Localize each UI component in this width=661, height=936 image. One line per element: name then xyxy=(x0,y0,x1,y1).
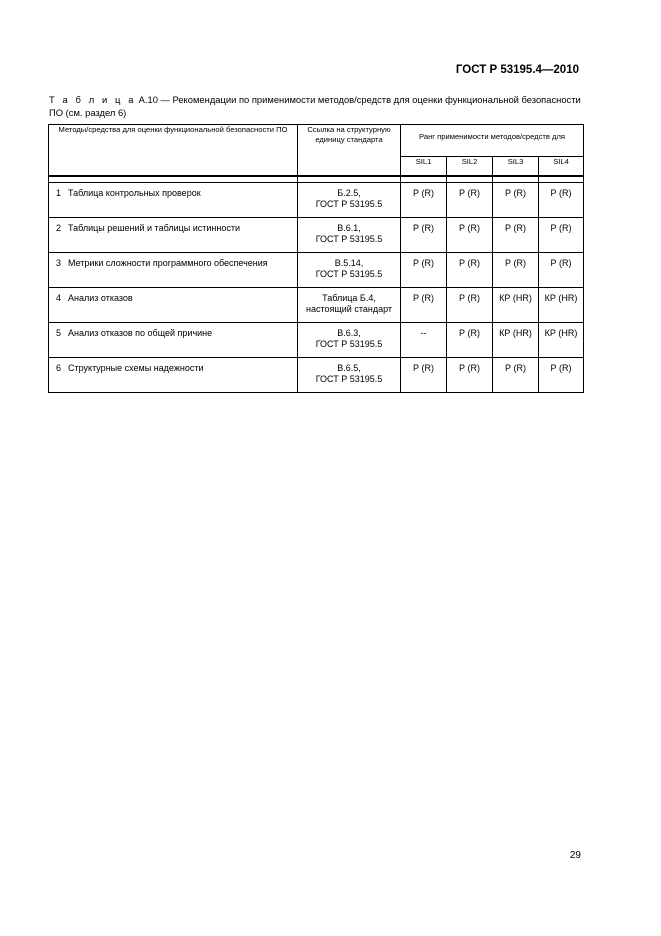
value-sil1: Р (R) xyxy=(401,288,447,323)
method-name: Структурные схемы надежности xyxy=(68,363,204,373)
method-name: Анализ отказов по общей причине xyxy=(68,328,213,338)
ref-section: В.5.14, xyxy=(334,258,364,268)
ref-section: Таблица Б.4, xyxy=(322,293,376,303)
value-sil1: Р (R) xyxy=(401,253,447,288)
table-caption xyxy=(49,94,589,119)
row-number: 3 xyxy=(56,258,62,268)
row-number: 4 xyxy=(56,293,62,303)
value-sil2: Р (R) xyxy=(447,288,493,323)
value-sil4: КР (HR) xyxy=(539,288,584,323)
standard-code: ГОСТ Р 53195.4—2010 xyxy=(455,64,579,76)
applicability-table xyxy=(48,124,584,393)
header-reference: Ссылка на структурную единицу стандарта xyxy=(298,125,401,177)
value-sil1: Р (R) xyxy=(401,358,447,393)
table-row xyxy=(49,183,584,218)
caption-text: А.10 — Рекомендации по применимости методов/средств для оценки функциональной безопасности ПО (см. раздел 6) xyxy=(49,94,581,118)
ref-section: В.6.5, xyxy=(337,363,361,373)
value-sil3: Р (R) xyxy=(493,253,539,288)
ref-standard: ГОСТ Р 53195.5 xyxy=(315,234,383,244)
value-sil2: Р (R) xyxy=(447,253,493,288)
method-name: Анализ отказов xyxy=(68,293,133,303)
value-sil4: КР (HR) xyxy=(539,323,584,358)
table-row xyxy=(49,358,584,393)
value-sil1: Р (R) xyxy=(401,218,447,253)
ref-standard: ГОСТ Р 53195.5 xyxy=(315,269,383,279)
ref-section: Б.2.5, xyxy=(337,188,361,198)
header-method: Методы/средства для оценки функциональной безопасности ПО xyxy=(49,125,298,177)
value-sil4: Р (R) xyxy=(539,253,584,288)
ref-section: В.6.1, xyxy=(337,223,361,233)
value-sil4: Р (R) xyxy=(539,183,584,218)
row-number: 1 xyxy=(56,188,62,198)
value-sil4: Р (R) xyxy=(539,358,584,393)
ref-section: В.6.3, xyxy=(337,328,361,338)
table-row xyxy=(49,323,584,358)
header-sil2: SIL2 xyxy=(447,157,493,177)
value-sil1: Р (R) xyxy=(401,183,447,218)
table-row xyxy=(49,218,584,253)
method-name: Таблицы решений и таблицы истинности xyxy=(68,223,240,233)
value-sil3: КР (HR) xyxy=(493,323,539,358)
row-number: 5 xyxy=(56,328,62,338)
row-number: 2 xyxy=(56,223,62,233)
ref-standard: ГОСТ Р 53195.5 xyxy=(315,199,383,209)
table-row xyxy=(49,253,584,288)
value-sil2: Р (R) xyxy=(447,218,493,253)
header-sil3: SIL3 xyxy=(493,157,539,177)
row-number: 6 xyxy=(56,363,62,373)
ref-standard: ГОСТ Р 53195.5 xyxy=(315,374,383,384)
value-sil2: Р (R) xyxy=(447,358,493,393)
value-sil3: Р (R) xyxy=(493,218,539,253)
value-sil3: КР (HR) xyxy=(493,288,539,323)
value-sil4: Р (R) xyxy=(539,218,584,253)
value-sil2: Р (R) xyxy=(447,183,493,218)
value-sil2: Р (R) xyxy=(447,323,493,358)
caption-prefix: Т а б л и ц а xyxy=(49,94,137,105)
page-number: 29 xyxy=(569,850,581,861)
method-name: Таблица контрольных проверок xyxy=(68,188,201,198)
method-name: Метрики сложности программного обеспечения xyxy=(68,258,268,268)
table-row xyxy=(49,288,584,323)
value-sil3: Р (R) xyxy=(493,358,539,393)
header-rank: Ранг применимости методов/средств для xyxy=(401,125,584,157)
header-sil1: SIL1 xyxy=(401,157,447,177)
ref-standard: настоящий стандарт xyxy=(305,304,393,314)
value-sil3: Р (R) xyxy=(493,183,539,218)
value-sil1: -- xyxy=(401,323,447,358)
header-sil4: SIL4 xyxy=(539,157,584,177)
ref-standard: ГОСТ Р 53195.5 xyxy=(315,339,383,349)
